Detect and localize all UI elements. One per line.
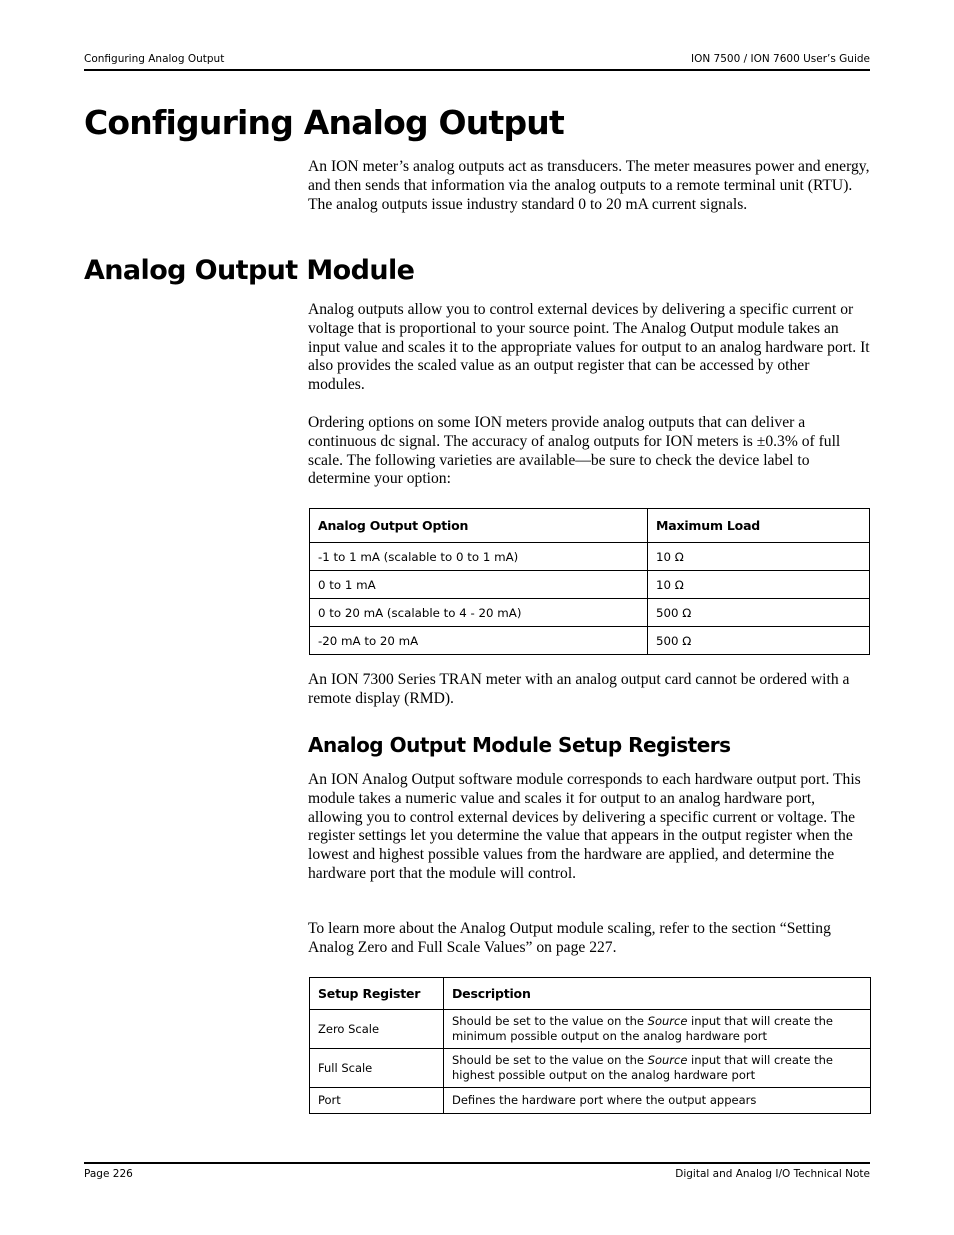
page-title: Configuring Analog Output <box>84 103 564 142</box>
description-cell: Should be set to the value on the Source input that will create the highest possible output on the analog hardware port <box>444 1049 871 1088</box>
footer-page-number: Page 226 <box>84 1168 133 1180</box>
subsection-heading: Analog Output Module Setup Registers <box>308 733 731 757</box>
table-row <box>310 571 870 599</box>
register-cell: Port <box>310 1088 444 1114</box>
analog-output-options-table <box>309 508 870 655</box>
table-header-description: Description <box>444 978 871 1010</box>
table-row <box>310 543 870 571</box>
table-row <box>310 1010 871 1049</box>
table-row <box>310 1088 871 1114</box>
subsection-paragraph-1: An ION Analog Output software module corresponds to each hardware output port. This module takes a numeric value and scales it for output to an analog hardware port, allowing you to control external devices by delivering a specific current or voltage. The register settings let you determine the value that appears in the output register when the lowest and highest possible values from the hardware are applied, and determine the hardware port that the module will control. <box>308 771 861 882</box>
load-cell: 500 Ω <box>648 599 870 627</box>
table-header-register: Setup Register <box>310 978 444 1010</box>
register-cell: Zero Scale <box>310 1010 444 1049</box>
table-header-load: Maximum Load <box>648 509 870 543</box>
load-cell: 10 Ω <box>648 571 870 599</box>
load-cell: 10 Ω <box>648 543 870 571</box>
section-heading: Analog Output Module <box>84 255 415 286</box>
load-cell: 500 Ω <box>648 627 870 655</box>
option-cell: 0 to 1 mA <box>310 571 648 599</box>
table-row <box>310 599 870 627</box>
option-cell: -20 mA to 20 mA <box>310 627 648 655</box>
header-rule <box>84 69 870 71</box>
subsection-paragraph-2: To learn more about the Analog Output module scaling, refer to the section “Setting Analog Zero and Full Scale Values” on page 227. <box>308 920 831 956</box>
footer-rule <box>84 1162 870 1164</box>
table-row <box>310 1049 871 1088</box>
running-header-left: Configuring Analog Output <box>84 53 225 65</box>
section-paragraph-2: Ordering options on some ION meters provide analog outputs that can deliver a continuous dc signal. The accuracy of analog outputs for ION meters is ±0.3% of full scale. The following varieties are available—be sure to check the device label to determine your option: <box>308 414 841 488</box>
setup-registers-table <box>309 977 871 1114</box>
table-row <box>310 627 870 655</box>
table-header-option: Analog Output Option <box>310 509 648 543</box>
section-paragraph-3: An ION 7300 Series TRAN meter with an analog output card cannot be ordered with a remote display (RMD). <box>308 671 850 707</box>
option-cell: -1 to 1 mA (scalable to 0 to 1 mA) <box>310 543 648 571</box>
section-paragraph-1: Analog outputs allow you to control external devices by delivering a specific current or voltage that is proportional to your source point. The Analog Output module takes an input value and scales it to the appropriate values for output to an analog hardware port. It also provides the scaled value as an output register that can be accessed by other modules. <box>308 301 870 394</box>
option-cell: 0 to 20 mA (scalable to 4 - 20 mA) <box>310 599 648 627</box>
register-cell: Full Scale <box>310 1049 444 1088</box>
intro-paragraph: An ION meter’s analog outputs act as transducers. The meter measures power and energy, and then sends that information via the analog outputs to a remote terminal unit (RTU). The analog outputs issue industry standard 0 to 20 mA current signals. <box>308 158 870 213</box>
running-header-right: ION 7500 / ION 7600 User’s Guide <box>690 53 870 65</box>
description-cell: Should be set to the value on the Source input that will create the minimum possible output on the analog hardware port <box>444 1010 871 1049</box>
description-cell: Defines the hardware port where the output appears <box>444 1088 871 1114</box>
footer-doc-title: Digital and Analog I/O Technical Note <box>675 1168 870 1180</box>
